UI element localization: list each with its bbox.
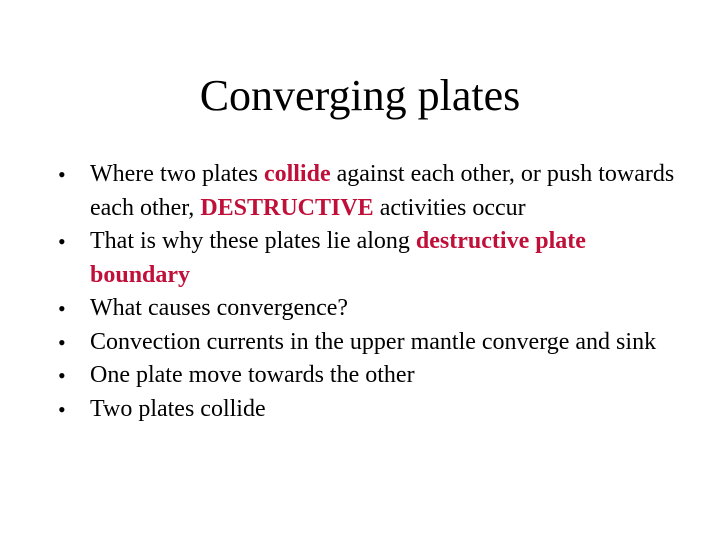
bullet-dot-icon: • (58, 396, 66, 422)
bullet-text-segment: activities occur (373, 194, 526, 221)
bullet-dot-icon: • (58, 329, 66, 355)
bullet-text (90, 329, 656, 355)
slide-title: Converging plates (199, 71, 521, 120)
bullet-item (58, 393, 678, 427)
bullet-emphasis: collide (263, 161, 331, 187)
bullet-item (58, 225, 678, 292)
bullet-emphasis: DESTRUCTIVE (200, 194, 374, 221)
bullet-text-segment: Convection currents in the upper mantle converge and sink (90, 328, 657, 355)
bullet-dot-icon: • (58, 229, 66, 254)
bullet-text (90, 362, 415, 388)
bullet-text-segment: One plate move towards the other (90, 362, 415, 388)
bullet-text-segment: against each other, or push towards each other, (90, 161, 675, 221)
bullet-dot-icon: • (58, 363, 66, 388)
bullet-text-segment: Two plates collide (90, 395, 266, 422)
bullet-text (90, 228, 586, 288)
bullet-dot-icon: • (58, 162, 66, 187)
bullet-text-segment: Where two plates (90, 161, 264, 187)
bullet-text (90, 295, 348, 321)
bullet-list (58, 158, 678, 426)
bullet-text (90, 396, 266, 422)
bullet-text (90, 161, 674, 221)
bullet-text-segment: What causes convergence? (90, 295, 349, 321)
bullet-emphasis: destructive plate boundary (90, 228, 586, 288)
bullet-dot-icon: • (58, 296, 66, 321)
bullet-item (58, 292, 678, 326)
bullet-text-segment: That is why these plates lie along (90, 228, 416, 254)
bullet-item (58, 158, 678, 225)
bullet-item (58, 326, 678, 360)
bullet-item (58, 359, 678, 393)
